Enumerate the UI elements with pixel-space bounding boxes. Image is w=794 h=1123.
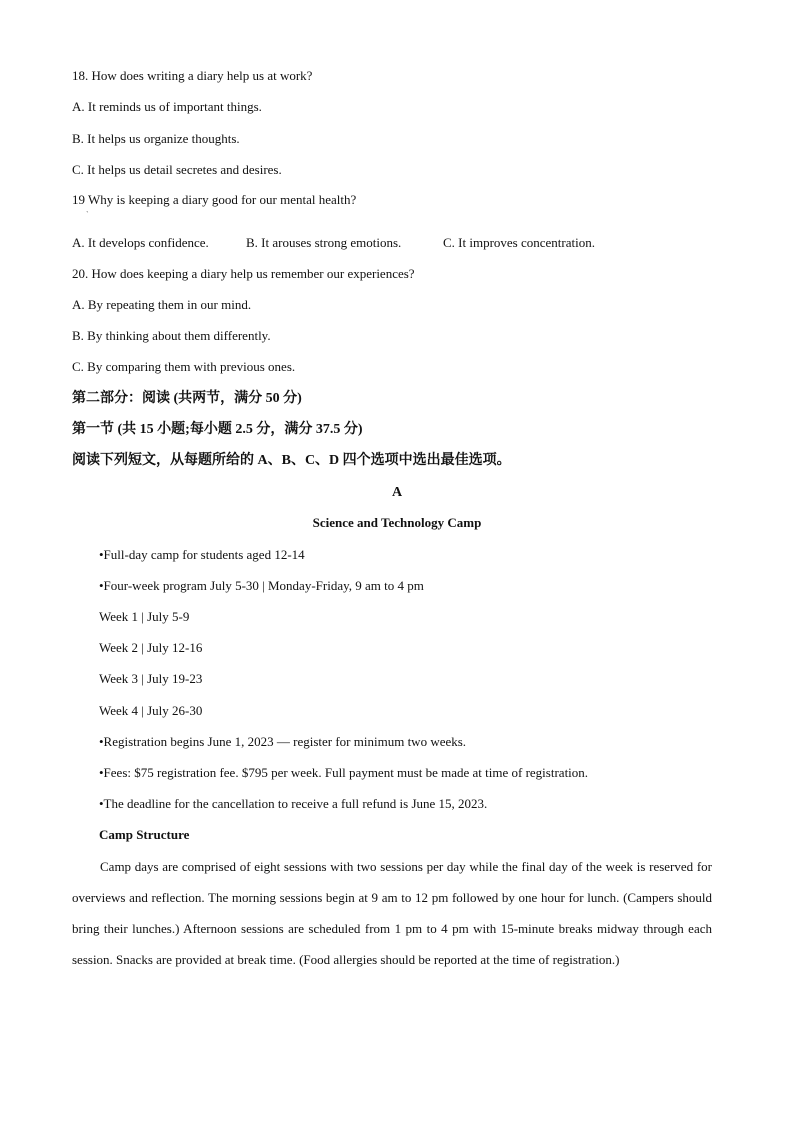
- question-20-stem: 20. How does keeping a diary help us remember our experiences?: [72, 266, 415, 281]
- camp-structure-paragraph: Camp days are comprised of eight sessions with two sessions per day while the final day of the week is reserved for overviews and reflection. The morning sessions begin at 9 am to 12 pm followed by one hour for lunch. (Campers should bring their lunches.) Afternoon sessions are scheduled from 1 pm to 4 pm with 15-minute breaks midway through each session. Snacks are provided at break time. (Food allergies should be reported at the time of registration.): [72, 859, 712, 967]
- question-20-option-b: B. By thinking about them differently.: [72, 328, 271, 343]
- section-instruction: 阅读下列短文，从每题所给的 A、B、C、D 四个选项中选出最佳选项。: [72, 453, 511, 468]
- question-18-option-b: B. It helps us organize thoughts.: [72, 131, 240, 146]
- bullet-camp-type: •Full-day camp for students aged 12-14: [99, 547, 305, 562]
- question-19-option-a: A. It develops confidence.: [72, 235, 209, 250]
- week-1: Week 1 | July 5-9: [99, 609, 190, 624]
- bullet-registration: •Registration begins June 1, 2023 — register for minimum two weeks.: [99, 734, 467, 749]
- stray-mark: ˋ: [86, 210, 89, 219]
- week-3: Week 3 | July 19-23: [99, 671, 203, 686]
- passage-letter: A: [391, 485, 403, 500]
- question-19-option-b: B. It arouses strong emotions.: [246, 235, 402, 250]
- bullet-refund-deadline: •The deadline for the cancellation to receive a full refund is June 15, 2023.: [99, 796, 488, 811]
- part-title: 第二部分：阅读 (共两节，满分 50 分): [72, 391, 302, 406]
- question-18-option-a: A. It reminds us of important things.: [72, 99, 262, 114]
- bullet-fees: •Fees: $75 registration fee. $795 per week. Full payment must be made at time of registration.: [99, 765, 589, 780]
- question-19-stem: 19 Why is keeping a diary good for our mental health?: [72, 192, 357, 207]
- week-2: Week 2 | July 12-16: [99, 640, 203, 655]
- question-19-options: [72, 234, 595, 252]
- bullet-program-dates: •Four-week program July 5-30 | Monday-Friday, 9 am to 4 pm: [99, 578, 424, 593]
- question-20-option-c: C. By comparing them with previous ones.: [72, 359, 296, 374]
- subheading-camp-structure: Camp Structure: [99, 827, 190, 842]
- passage-title: Science and Technology Camp: [312, 515, 482, 530]
- week-4: Week 4 | July 26-30: [99, 703, 203, 718]
- question-20-option-a: A. By repeating them in our mind.: [72, 297, 252, 312]
- question-18-option-c: C. It helps us detail secretes and desires.: [72, 162, 282, 177]
- question-18-stem: 18. How does writing a diary help us at work?: [72, 68, 313, 83]
- question-19-option-c: C. It improves concentration.: [443, 235, 595, 250]
- section-title: 第一节 (共 15 小题;每小题 2.5 分，满分 37.5 分): [72, 422, 363, 437]
